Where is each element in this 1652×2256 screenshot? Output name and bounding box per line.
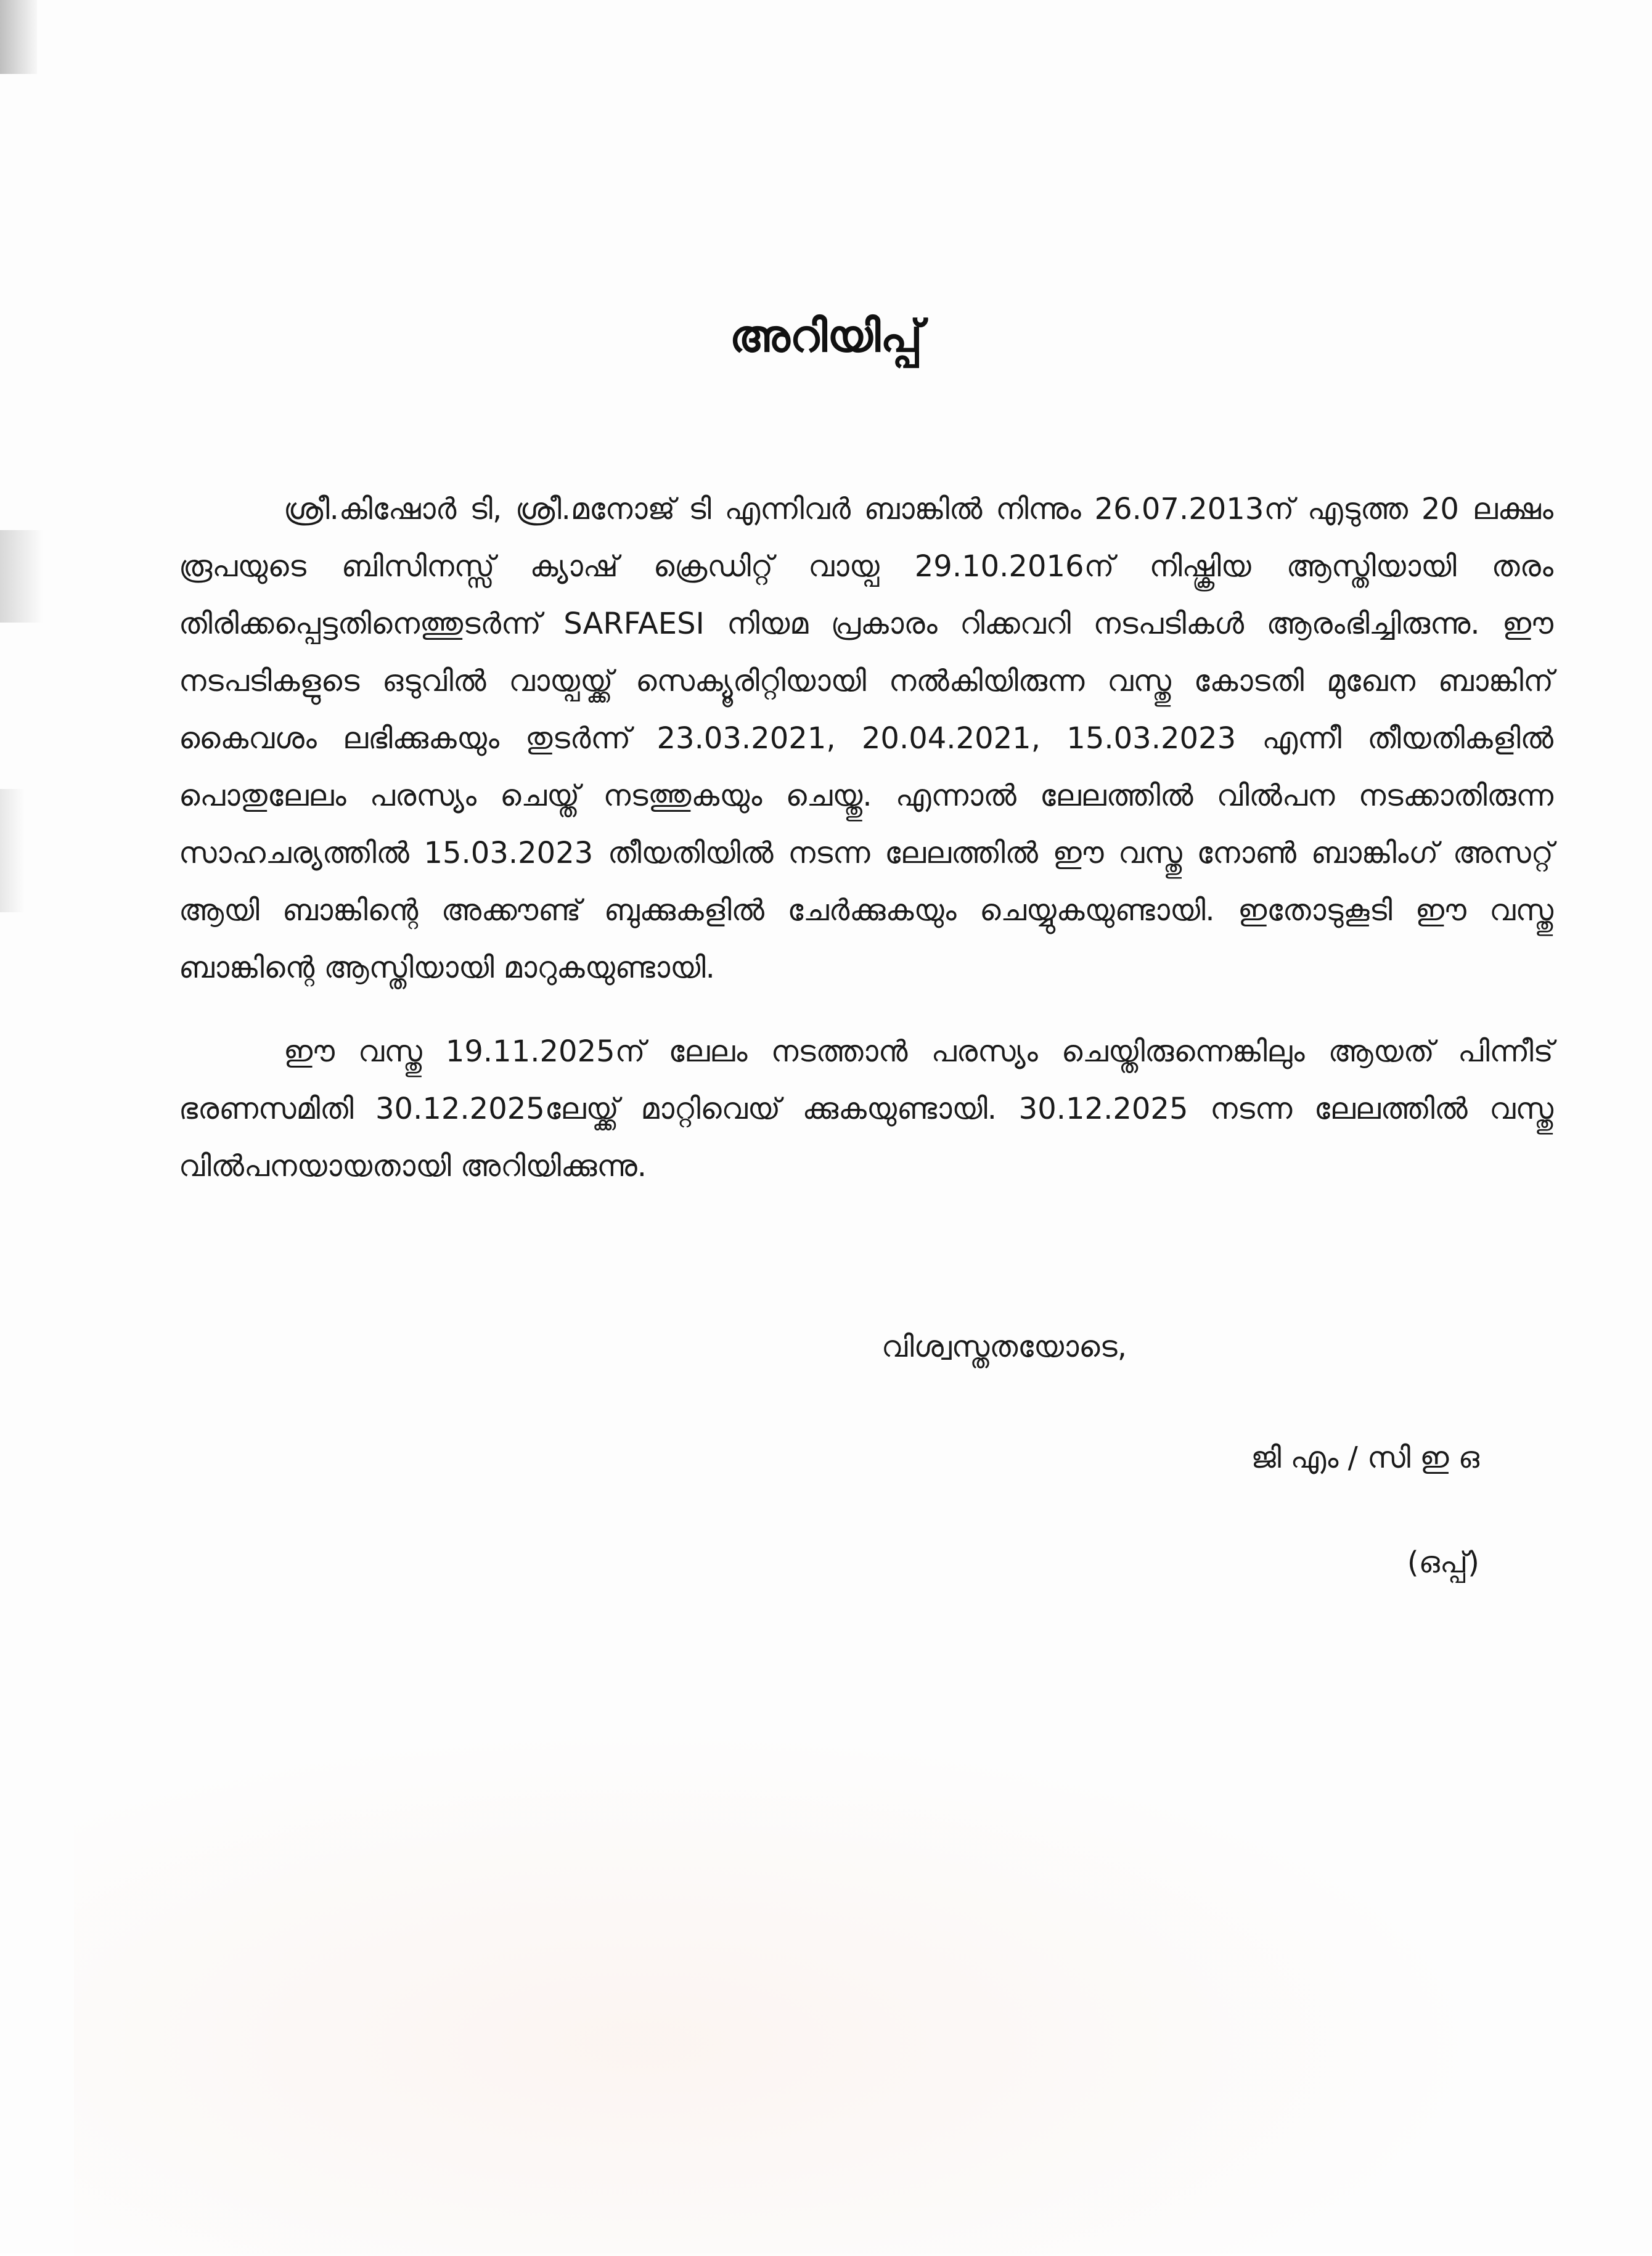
notice-title: അറിയിപ്പ് <box>729 310 923 362</box>
paper-stain <box>74 1726 1492 2256</box>
signature-note: (ഒപ്പ്) <box>1407 1545 1479 1580</box>
closing-salutation: വിശ്വസ്തതയോടെ, <box>881 1330 1127 1364</box>
body-paragraph-1: ശ്രീ.കിഷോർ ടി, ശ്രീ.മനോജ് ടി എന്നിവർ ബാങ്കിൽ നിന്നും 26.07.2013ന് എടുത്ത 20 ലക്ഷം രൂപയുടെ ബിസിനസ്സ് ക്യാഷ് ക്രെഡിറ്റ് വായ്പ 29.10.2016ന് നിഷ്ക്രിയ ആസ്തിയായി തരം തിരിക്കപ്പെട്ടതിനെത്തുടർന്ന് SARFAESI നിയമ പ്രകാരം റിക്കവറി നടപടികൾ ആരംഭിച്ചിരുന്നു. ഈ നടപടികളുടെ ഒടുവിൽ വായ്പയ്ക്ക് സെക്യൂരിറ്റിയായി നൽകിയിരുന്ന വസ്തു കോടതി മുഖേന ബാങ്കിന് കൈവശം ലഭിക്കുകയും തുടർന്ന് 23.03.2021, 20.04.2021, 15.03.2023 എന്നീ തീയതികളിൽ പൊതുലേലം പരസ്യം ചെയ്ത് നടത്തുകയും ചെയ്തു. എന്നാൽ ലേലത്തിൽ വിൽപന നടക്കാതിരുന്ന സാഹചര്യത്തിൽ 15.03.2023 തീയതിയിൽ നടന്ന ലേലത്തിൽ ഈ വസ്തു നോൺ ബാങ്കിംഗ് അസറ്റ് ആയി ബാങ്കിന്റെ അക്കൗണ്ട് ബുക്കുകളിൽ ചേർക്കുകയും ചെയ്യുകയുണ്ടായി. ഇതോടുകൂടി ഈ വസ്തു ബാങ്കിന്റെ ആസ്തിയായി മാറുകയുണ്ടായി. <box>179 492 1553 985</box>
body-paragraph-2: ഈ വസ്തു 19.11.2025ന് ലേലം നടത്താൻ പരസ്യം ചെയ്തിരുന്നെങ്കിലും ആയത് പിന്നീട് ഭരണസമിതി 30.12.2025ലേയ്ക്ക് മാറ്റിവെയ് ക്കുകയുണ്ടായി. 30.12.2025 നടന്ന ലേലത്തിൽ വസ്തു വിൽപനയായതായി അറിയിക്കുന്നു. <box>179 1034 1553 1183</box>
scan-artifact <box>0 789 25 912</box>
signatory-designation: ജി എം / സി ഇ ഒ <box>1251 1441 1479 1475</box>
scan-artifact <box>0 530 43 623</box>
scan-artifact <box>0 0 37 74</box>
